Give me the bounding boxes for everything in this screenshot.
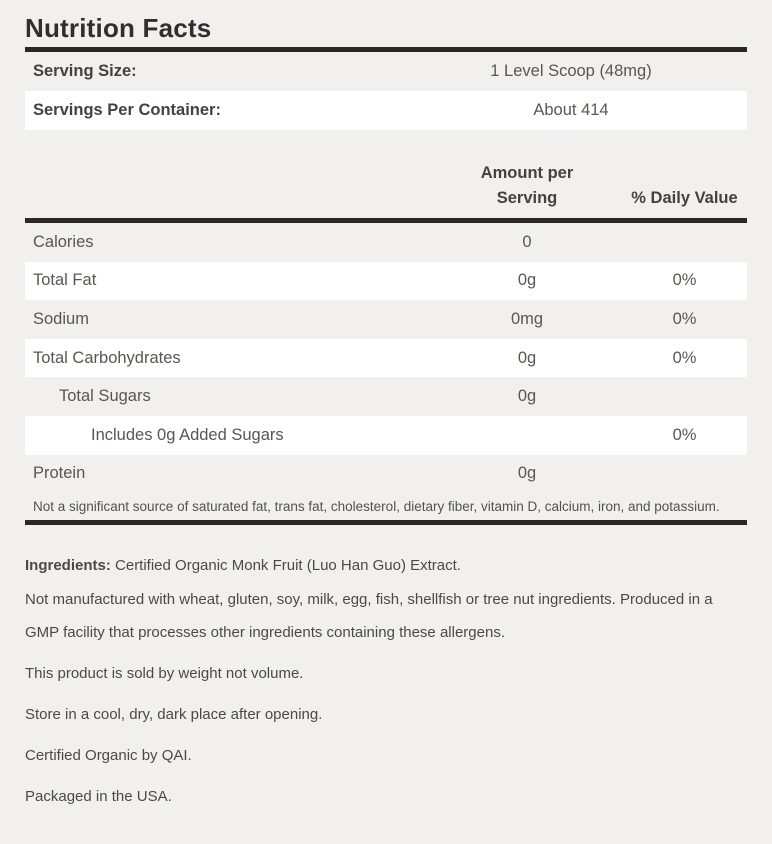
daily-value-header: % Daily Value	[631, 189, 738, 207]
nutrient-daily-value: 0%	[672, 271, 697, 290]
serving-size-value: 1 Level Scoop (48mg)	[490, 62, 652, 80]
amount-per-serving-header: Amount per Serving	[480, 164, 574, 207]
table-column-headers	[25, 161, 747, 218]
serving-size-row	[25, 52, 747, 91]
serving-size-label: Serving Size:	[33, 62, 137, 80]
servings-per-container-label: Servings Per Container:	[33, 101, 221, 119]
certified-organic-statement: Certified Organic by QAI.	[25, 747, 192, 765]
packaged-statement: Packaged in the USA.	[25, 788, 172, 806]
ingredients-paragraph	[25, 549, 747, 582]
product-info-section	[25, 549, 747, 813]
ingredients-text: Certified Organic Monk Fruit (Luo Han Guo) Extract.	[115, 557, 461, 575]
nutrient-amount: 0	[522, 232, 532, 251]
storage-statement: Store in a cool, dry, dark place after opening.	[25, 706, 323, 724]
nutrient-label: Includes 0g Added Sugars	[91, 425, 284, 444]
nutrient-amount: 0mg	[510, 309, 544, 328]
nutrient-label: Protein	[33, 464, 86, 483]
nutrient-amount: 0g	[517, 348, 537, 367]
nutrient-amount: 0g	[517, 464, 537, 483]
nutrient-label: Calories	[33, 232, 94, 251]
table-row-protein	[25, 455, 747, 494]
nutrient-amount: 0g	[517, 271, 537, 290]
nutrient-label: Total Fat	[33, 271, 97, 290]
nutrient-amount: 0g	[517, 387, 537, 406]
divider	[25, 520, 747, 525]
nutrient-daily-value: 0%	[672, 348, 697, 367]
table-row-total-carbohydrates	[25, 339, 747, 378]
nutrient-label: Total Sugars	[59, 387, 151, 406]
nutrient-daily-value: 0%	[672, 425, 697, 444]
nutrition-facts-title: Nutrition Facts	[25, 13, 212, 43]
nutrient-label: Sodium	[33, 309, 89, 328]
sold-by-weight-statement: This product is sold by weight not volume.	[25, 665, 304, 683]
nutrient-daily-value: 0%	[672, 309, 697, 328]
allergen-statement: Not manufactured with wheat, gluten, soy, milk, egg, fish, shellfish or tree nut ingredients. Produced in a GMP facility that processes other ingredients containing these allergens.	[25, 591, 713, 642]
table-row-added-sugars	[25, 416, 747, 455]
not-significant-source-note: Not a significant source of saturated fat, trans fat, cholesterol, dietary fiber, vitamin D, calcium, iron, and potassium.	[33, 499, 720, 515]
table-row-total-fat	[25, 262, 747, 301]
spacer	[25, 161, 432, 211]
servings-per-container-row	[25, 91, 747, 130]
table-row-sodium	[25, 300, 747, 339]
ingredients-label: Ingredients:	[25, 557, 111, 575]
table-row-calories	[25, 223, 747, 262]
table-row-total-sugars	[25, 377, 747, 416]
servings-per-container-value: About 414	[533, 101, 609, 119]
nutrition-facts-panel	[25, 0, 747, 813]
nutrient-label: Total Carbohydrates	[33, 348, 181, 367]
